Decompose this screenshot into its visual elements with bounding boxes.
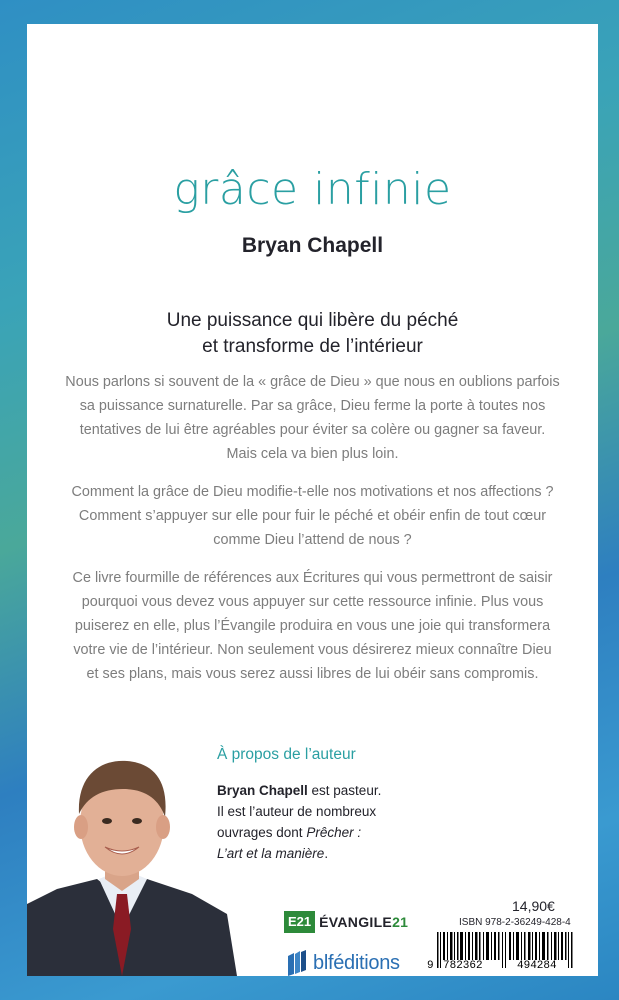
book-author: Bryan Chapell xyxy=(241,234,384,257)
subtitle-line: Une puissance qui libère du péché xyxy=(166,310,459,331)
barcode-digit-group: 782362 xyxy=(443,960,483,972)
blf-wordmark: blféditions xyxy=(313,951,400,974)
blurb-line: Nous parlons si souvent de la « grâce de Dieu » que nous en oublions parfois xyxy=(65,374,560,390)
blurb-line: Ce livre fourmille de références aux Écritures qui vous permettront de saisir xyxy=(72,570,553,586)
bio-author-name: Bryan Chapell xyxy=(217,783,308,798)
author-photo xyxy=(27,729,257,976)
e21-wordmark xyxy=(319,914,408,930)
blurb-line: votre vie de l’intérieur. Non seulement vous désirerez mieux connaître Dieu xyxy=(73,642,552,658)
blurb-line: Comment s’appuyer sur elle pour fuir le péché et obéir enfin de tout cœur xyxy=(78,508,547,524)
barcode-digit-group: 9 xyxy=(427,960,434,972)
blurb-line: et ses plans, mais vous serez aussi libres de lui obéir sans compromis. xyxy=(86,666,539,682)
blurb-line: Comment la grâce de Dieu modifie-t-elle nos motivations et nos affections ? xyxy=(71,484,554,500)
e21-badge: E21 xyxy=(284,911,315,933)
blurb-line: comme Dieu l’attend de nous ? xyxy=(213,532,412,548)
back-cover-panel xyxy=(27,24,598,976)
book-subtitle xyxy=(27,308,598,360)
blurb-paragraph-3 xyxy=(61,566,564,686)
e21-word: ÉVANGILE xyxy=(319,914,393,930)
isbn-label: ISBN 978-2-36249-428-4 xyxy=(459,917,571,928)
evangile21-logo xyxy=(284,909,408,935)
bio-line: Il est l’auteur de nombreux xyxy=(217,804,377,819)
bio-text: . xyxy=(324,846,329,861)
blurb-paragraph-2 xyxy=(61,480,564,552)
blurb-line: tentatives de lui être agréables pour éviter sa colère ou gagner sa faveur. xyxy=(79,422,546,438)
blf-editions-logo xyxy=(286,948,400,976)
bio-book-title: L’art et la manière xyxy=(217,846,325,861)
blurb-paragraph-1 xyxy=(61,370,564,466)
bio-book-title: Prêcher : xyxy=(306,825,362,840)
book-stack-icon xyxy=(286,950,308,976)
blurb-line: sa puissance surnaturelle. Par sa grâce, Dieu ferme la porte à toutes nos xyxy=(79,398,546,414)
book-title: grâce infinie xyxy=(173,164,452,215)
barcode-digit-group: 494284 xyxy=(517,960,557,972)
blurb-line: pourquoi vous devez vous appuyer sur cette ressource infinie. Plus vous xyxy=(81,594,544,610)
about-author-heading: À propos de l’auteur xyxy=(217,746,356,763)
barcode-digits xyxy=(427,960,587,974)
subtitle-line: et transforme de l’intérieur xyxy=(202,336,423,357)
e21-number: 21 xyxy=(392,914,409,930)
bio-text: est pasteur. xyxy=(307,783,382,798)
price-label: 14,90€ xyxy=(512,898,555,914)
blurb-line: Mais cela va bien plus loin. xyxy=(226,446,399,462)
bio-text: ouvrages dont xyxy=(217,825,307,840)
blurb-line: puiserez en elle, plus l’Évangile produira en vous une joie qui transformera xyxy=(74,618,551,634)
